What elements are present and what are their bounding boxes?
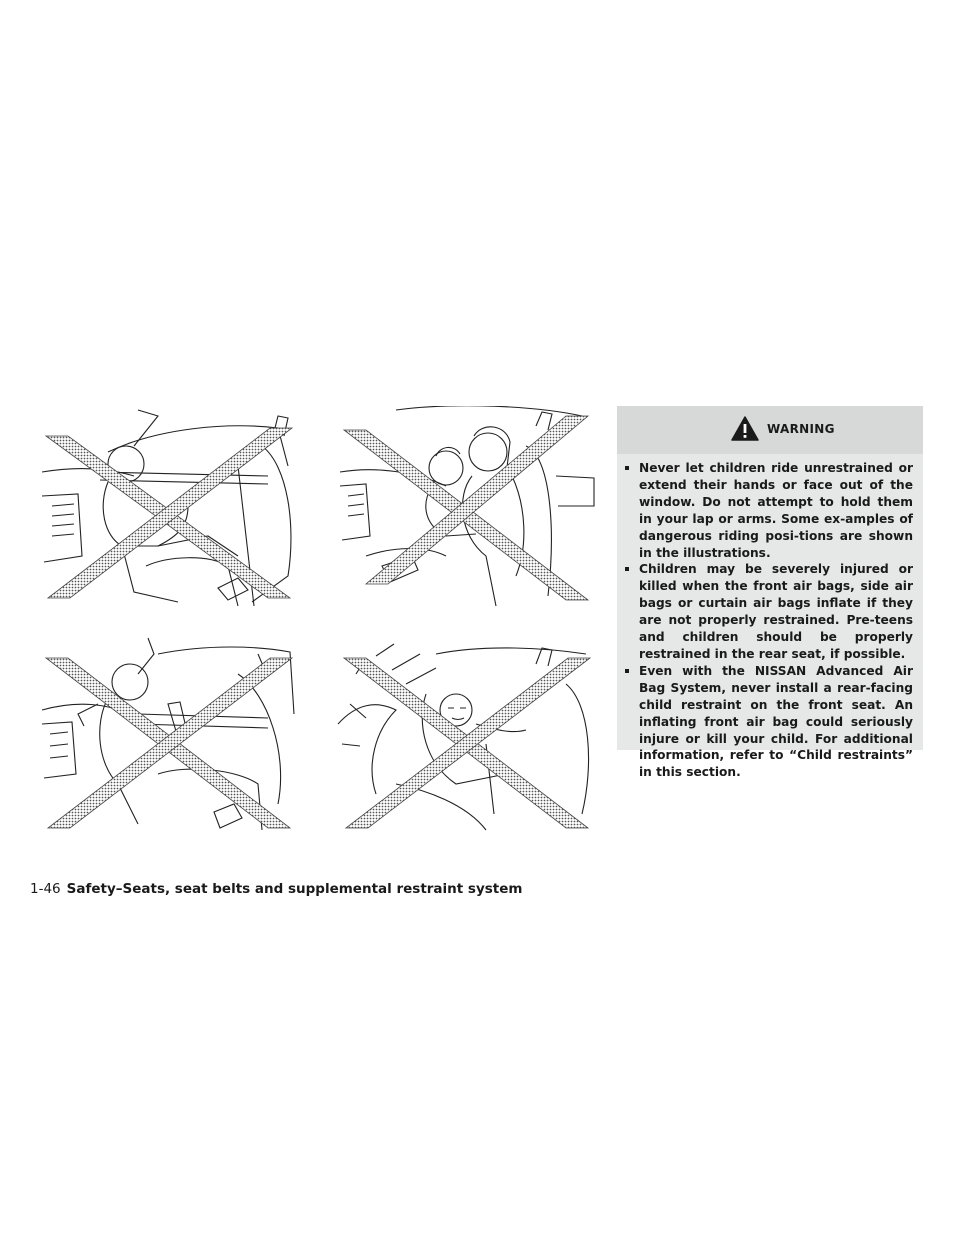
list-item xyxy=(617,663,923,781)
warning-item-text: Even with the NISSAN Advanced Air Bag System, never install a rear-facing child restraint on the front seat. An inflating front air bag could seriously injure or kill your child. For additional information, refer to “Child restraints” in this section. xyxy=(639,663,913,780)
list-item xyxy=(617,460,923,561)
bullet-square-icon xyxy=(625,669,629,673)
bullet-square-icon xyxy=(625,466,629,470)
illustration-child-standing-between-seats xyxy=(38,406,298,610)
page-number: 1-46 xyxy=(30,881,61,897)
warning-triangle-icon xyxy=(731,416,759,441)
illustration-child-held-in-lap xyxy=(336,406,596,610)
warning-box xyxy=(617,406,923,780)
page-footer xyxy=(30,880,522,898)
warning-list xyxy=(617,460,923,781)
warning-item-text: Never let children ride unrestrained or extend their hands or face out of the window. Do not attempt to hold them in your lap or arms. Some ex-amples of dangerous riding posi-tions are shown in the illustrations. xyxy=(639,461,913,560)
illustration-child-leaning-on-dashboard xyxy=(38,634,298,834)
warning-title: WARNING xyxy=(767,422,835,436)
illustration-rear-facing-child-seat-air-bag xyxy=(336,634,596,834)
bullet-square-icon xyxy=(625,567,629,571)
list-item xyxy=(617,561,923,662)
warning-item-text: Children may be severely injured or killed when the front air bags, side air bags or curtain air bags inflate if they are not properly restrained. Pre-teens and children should be properly restrained in the rear seat, if possible. xyxy=(639,562,913,661)
section-title: Safety–Seats, seat belts and supplemental restraint system xyxy=(66,881,523,897)
warning-header xyxy=(617,406,923,454)
